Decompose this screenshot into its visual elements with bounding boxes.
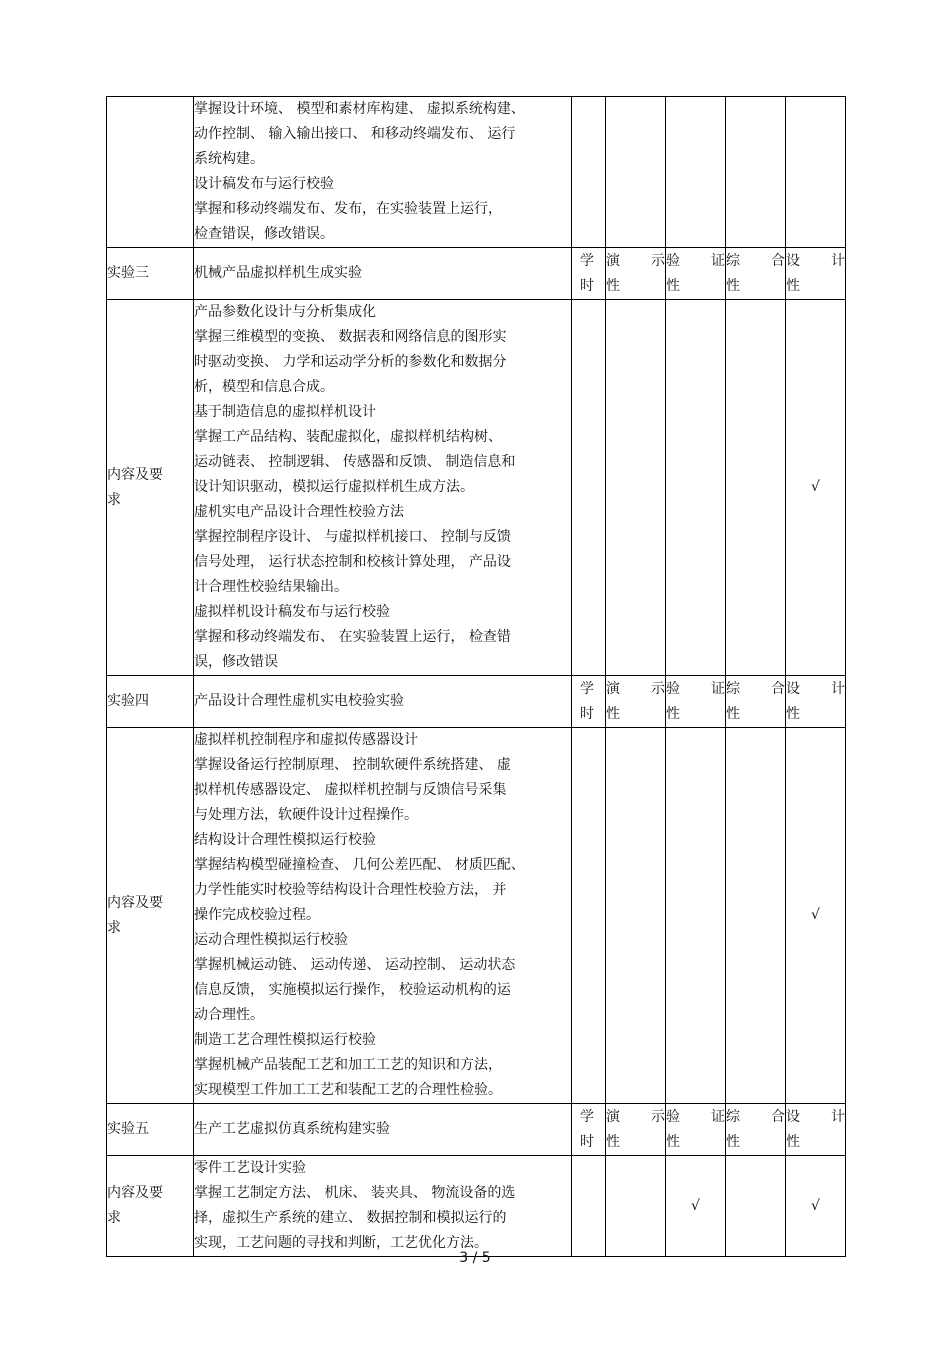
experiment-label: 实验三	[107, 248, 194, 300]
category-header-cell	[606, 248, 666, 300]
text-line: 掌握工艺制定方法、 机床、 装夹具、 物流设备的选	[194, 1185, 516, 1201]
category-header-cell	[786, 248, 846, 300]
category-header-cell	[786, 676, 846, 728]
check-mark-cell	[726, 1156, 786, 1257]
text-line: 力学性能实时校验等结构设计合理性校验方法， 并	[194, 882, 507, 898]
text-line: 结构设计合理性模拟运行校验	[194, 832, 376, 848]
text-line: 动作控制、 输入输出接口、 和移动终端发布、 运行	[194, 126, 516, 142]
check-mark-cell	[726, 300, 786, 676]
text-line: 计合理性校验结果输出。	[194, 579, 348, 595]
text-line: 择，虚拟生产系统的建立、 数据控制和模拟运行的	[194, 1210, 507, 1226]
check-mark-cell	[786, 97, 846, 248]
text-line: 掌握三维模型的变换、 数据表和网络信息的图形实	[194, 329, 507, 345]
text-line: 与处理方法，软硬件设计过程操作。	[194, 807, 418, 823]
check-mark-cell	[726, 728, 786, 1104]
check-mark-cell	[726, 97, 786, 248]
category-header-line2: 性	[726, 277, 740, 294]
page-number: 3 / 5	[459, 1250, 491, 1266]
text-line: 实现，工艺问题的寻找和判断，工艺优化方法。	[194, 1235, 488, 1251]
check-mark-cell: √	[786, 728, 846, 1104]
check-mark-cell	[666, 97, 726, 248]
category-header-cell	[572, 248, 606, 300]
requirement-text	[194, 97, 572, 248]
content-row	[107, 97, 846, 248]
text-line: 虚拟样机控制程序和虚拟传感器设计	[194, 732, 418, 748]
text-line: 掌握和移动终端发布、发布，在实验装置上运行，	[194, 201, 502, 217]
category-header-line1: 演 示	[606, 252, 665, 269]
check-mark-cell: √	[666, 1156, 726, 1257]
check-mark-cell	[572, 728, 606, 1104]
check-mark-cell	[572, 97, 606, 248]
text-line: 检查错误，修改错误。	[194, 226, 334, 242]
text-line: 掌握设计环境、 模型和素材库构建、 虚拟系统构建、	[194, 101, 525, 117]
category-header-cell	[572, 1104, 606, 1156]
experiment-header-row	[107, 248, 846, 300]
text-line: 掌握工产品结构、装配虚拟化，虚拟样机结构树、	[194, 429, 502, 445]
category-header-cell	[606, 676, 666, 728]
text-line: 掌握机械运动链、 运动传递、 运动控制、 运动状态	[194, 957, 516, 973]
section-label: 内容及要 求	[107, 300, 194, 676]
text-line: 虚拟样机设计稿发布与运行校验	[194, 604, 390, 620]
category-header-line1: 设 计	[786, 252, 845, 269]
category-header-line2: 性	[726, 705, 740, 722]
category-header-line2: 性	[786, 1133, 800, 1150]
category-header-line1: 设 计	[786, 680, 845, 697]
text-line: 信号处理， 运行状态控制和校核计算处理， 产品设	[194, 554, 511, 570]
category-header-line1: 综 合	[726, 1108, 785, 1125]
text-line: 掌握控制程序设计、 与虚拟样机接口、 控制与反馈	[194, 529, 511, 545]
category-header-line1: 演 示	[606, 680, 665, 697]
category-header-cell	[726, 676, 786, 728]
text-line: 时驱动变换、 力学和运动学分析的参数化和数据分	[194, 354, 507, 370]
category-header-line1: 综 合	[726, 680, 785, 697]
text-line: 掌握结构模型碰撞检查、 几何公差匹配、 材质匹配、	[194, 857, 525, 873]
category-header-cell	[666, 248, 726, 300]
category-header-line1: 学	[580, 252, 594, 269]
text-line: 掌握和移动终端发布、 在实验装置上运行， 检查错	[194, 629, 511, 645]
text-line: 信息反馈， 实施模拟运行操作， 校验运动机构的运	[194, 982, 511, 998]
section-label: 内容及要 求	[107, 1156, 194, 1257]
check-mark-cell: √	[786, 300, 846, 676]
experiment-label: 实验四	[107, 676, 194, 728]
check-mark-cell	[606, 300, 666, 676]
text-line: 系统构建。	[194, 151, 264, 167]
category-header-line2: 性	[666, 1133, 680, 1150]
category-header-line2: 性	[606, 1133, 620, 1150]
content-row	[107, 300, 846, 676]
category-header-line2: 性	[666, 705, 680, 722]
check-mark-cell: √	[786, 1156, 846, 1257]
category-header-line2: 性	[666, 277, 680, 294]
category-header-line2: 时	[580, 277, 594, 294]
category-header-line1: 验 证	[666, 1108, 725, 1125]
text-line: 设计知识驱动，模拟运行虚拟样机生成方法。	[194, 479, 474, 495]
requirement-text	[194, 1156, 572, 1257]
category-header-line2: 时	[580, 1133, 594, 1150]
category-header-line1: 设 计	[786, 1108, 845, 1125]
category-header-line1: 验 证	[666, 252, 725, 269]
text-line: 动合理性。	[194, 1007, 264, 1023]
text-line: 运动合理性模拟运行校验	[194, 932, 348, 948]
category-header-line1: 学	[580, 1108, 594, 1125]
check-mark-cell	[606, 97, 666, 248]
section-label: 内容及要 求	[107, 728, 194, 1104]
text-line: 掌握设备运行控制原理、 控制软硬件系统搭建、 虚	[194, 757, 511, 773]
text-line: 虚机实电产品设计合理性校验方法	[194, 504, 404, 520]
text-line: 误，修改错误	[194, 654, 278, 670]
text-line: 实现模型工件加工工艺和装配工艺的合理性检验。	[194, 1082, 502, 1098]
category-header-line2: 性	[606, 277, 620, 294]
category-header-line2: 性	[726, 1133, 740, 1150]
category-header-line1: 学	[580, 680, 594, 697]
check-mark-cell	[666, 300, 726, 676]
experiment-header-row	[107, 1104, 846, 1156]
experiment-header-row	[107, 676, 846, 728]
text-line: 制造工艺合理性模拟运行校验	[194, 1032, 376, 1048]
text-line: 零件工艺设计实验	[194, 1160, 306, 1176]
category-header-cell	[726, 248, 786, 300]
text-line: 析，模型和信息合成。	[194, 379, 334, 395]
content-row	[107, 1156, 846, 1257]
category-header-line1: 演 示	[606, 1108, 665, 1125]
requirement-text	[194, 300, 572, 676]
experiment-title: 产品设计合理性虚机实电校验实验	[194, 676, 572, 728]
syllabus-table	[106, 96, 846, 1257]
check-mark-cell	[606, 728, 666, 1104]
text-line: 掌握机械产品装配工艺和加工工艺的知识和方法，	[194, 1057, 502, 1073]
text-line: 拟样机传感器设定、 虚拟样机控制与反馈信号采集	[194, 782, 507, 798]
section-label	[107, 97, 194, 248]
category-header-line1: 综 合	[726, 252, 785, 269]
category-header-cell	[572, 676, 606, 728]
category-header-cell	[726, 1104, 786, 1156]
category-header-line2: 时	[580, 705, 594, 722]
experiment-title: 生产工艺虚拟仿真系统构建实验	[194, 1104, 572, 1156]
experiment-label: 实验五	[107, 1104, 194, 1156]
category-header-cell	[666, 1104, 726, 1156]
check-mark-cell	[572, 300, 606, 676]
check-mark-cell	[606, 1156, 666, 1257]
category-header-line2: 性	[786, 705, 800, 722]
text-line: 产品参数化设计与分析集成化	[194, 304, 376, 320]
category-header-line2: 性	[606, 705, 620, 722]
text-line: 基于制造信息的虚拟样机设计	[194, 404, 376, 420]
requirement-text	[194, 728, 572, 1104]
category-header-cell	[666, 676, 726, 728]
text-line: 运动链表、 控制逻辑、 传感器和反馈、 制造信息和	[194, 454, 516, 470]
category-header-line1: 验 证	[666, 680, 725, 697]
content-row	[107, 728, 846, 1104]
category-header-cell	[606, 1104, 666, 1156]
check-mark-cell	[572, 1156, 606, 1257]
check-mark-cell	[666, 728, 726, 1104]
category-header-cell	[786, 1104, 846, 1156]
experiment-title: 机械产品虚拟样机生成实验	[194, 248, 572, 300]
text-line: 设计稿发布与运行校验	[194, 176, 334, 192]
category-header-line2: 性	[786, 277, 800, 294]
text-line: 操作完成校验过程。	[194, 907, 320, 923]
